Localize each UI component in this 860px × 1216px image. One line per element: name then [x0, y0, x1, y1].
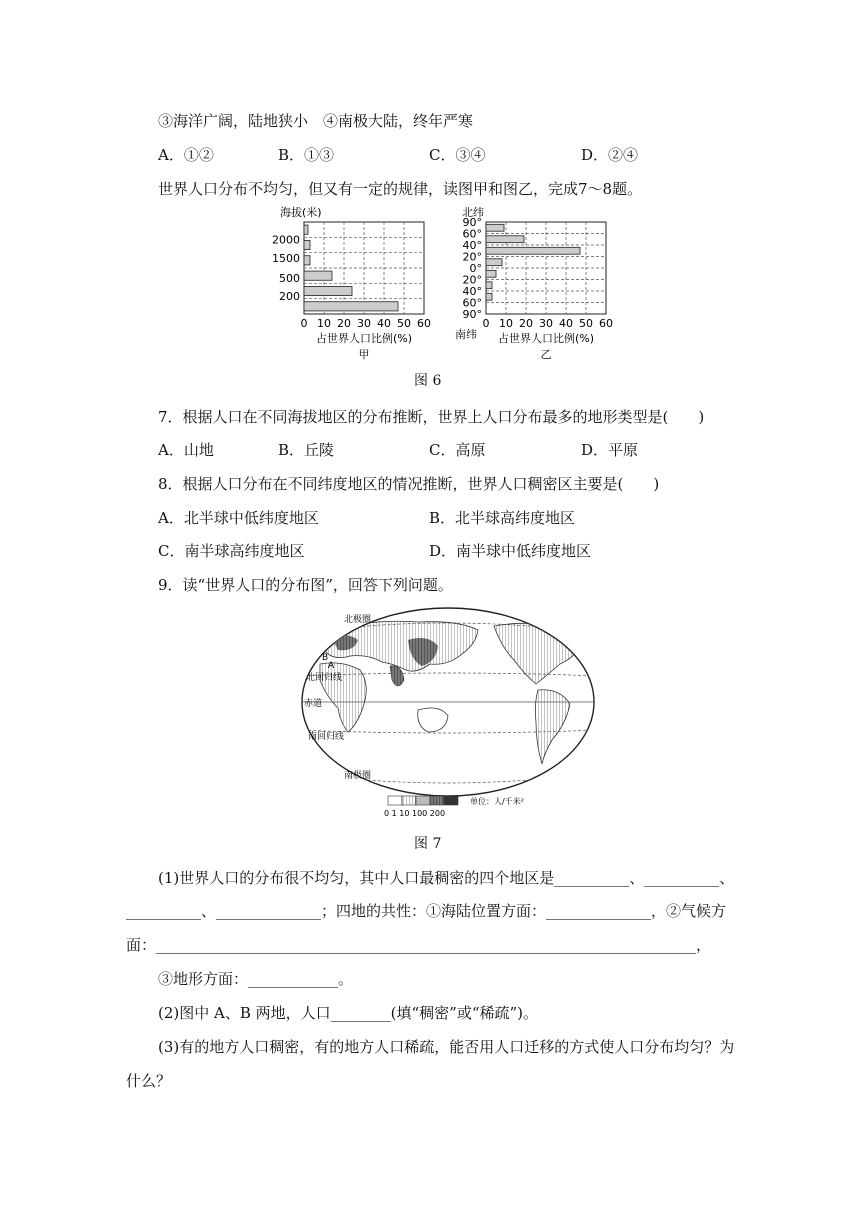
q8-stem: 8．根据人口分布在不同纬度地区的情况推断，世界人口稠密区主要是( ): [158, 475, 660, 493]
chart-jia-xtick: 0: [300, 317, 308, 330]
q8-option-b: B．北半球高纬度地区: [429, 509, 576, 527]
chart-jia-xtick: 20: [337, 317, 351, 330]
chart-jia-axis-title: 海拔(米): [280, 206, 322, 219]
q9-part3-line2: 什么？: [126, 1072, 172, 1090]
q9-part1-line2: __________、______________；四地的共性：①海陆位置方面：______________，②气候方: [126, 902, 727, 920]
q7-option-c: C．高原: [429, 441, 486, 459]
q9-part3-line1: (3)有的地方人口稠密，有的地方人口稀疏，能否用人口迁移的方式使人口分布均匀？为: [158, 1038, 735, 1056]
chart-yi-xlabel: 占世界人口比例(%): [497, 332, 595, 345]
chart-yi-bar: [486, 247, 580, 254]
chart-jia-xtick: 10: [317, 317, 331, 330]
chart-yi-xtick: 40: [559, 317, 573, 330]
chart-yi-bar: [486, 224, 504, 231]
legend-unit: 单位：人/千米²: [470, 797, 524, 806]
q6-option-c: C．③④: [429, 146, 486, 164]
figure-6-charts: [270, 200, 630, 370]
label-b: B: [322, 653, 329, 663]
label-tropic-south: 南回归线: [308, 732, 345, 742]
q6-option-b: B．①③: [278, 146, 335, 164]
q9-stem: 9．读“世界人口的分布图”，回答下列问题。: [158, 576, 453, 594]
chart-yi-xtick: 30: [539, 317, 553, 330]
chart-yi-bar: [486, 236, 524, 243]
chart-jia-xtick: 30: [357, 317, 371, 330]
chart-yi-bar: [486, 270, 496, 277]
q7-option-a: A．山地: [158, 441, 214, 459]
q7-stem: 7．根据人口在不同海拔地区的分布推断，世界上人口分布最多的地形类型是( ): [158, 408, 705, 426]
chart-yi-xtick: 0: [482, 317, 490, 330]
chart-jia-bar: [304, 271, 332, 280]
q8-option-a: A．北半球中低纬度地区: [158, 509, 319, 527]
chart-yi-ytick: 20°: [462, 273, 482, 287]
q7-option-b: B．丘陵: [278, 441, 335, 459]
figure-7-caption: 图 7: [414, 836, 442, 852]
q7-option-d: D．平原: [581, 441, 639, 459]
chart-jia-bar: [304, 286, 352, 295]
q8-option-c: C．南半球高纬度地区: [158, 542, 305, 560]
chart-yi-axis-title-bottom: 南纬: [455, 328, 477, 341]
chart-yi-ytick: 60°: [462, 296, 482, 310]
chart-yi-bar: [486, 293, 492, 300]
chart-jia-ytick: 1500: [272, 251, 300, 265]
chart-jia-xtick: 50: [397, 317, 411, 330]
chart-yi-ytick: 20°: [462, 250, 482, 264]
chart-yi-ytick: 0°: [469, 262, 482, 275]
label-antarctic-circle: 南极圈: [344, 771, 372, 781]
chart-yi-bar: [486, 282, 492, 289]
chart-jia-xtick: 60: [417, 317, 431, 330]
q9-part1-line1: (1)世界人口的分布很不均匀，其中人口最稠密的四个地区是__________、__________、: [158, 869, 735, 887]
map-legend: [384, 796, 524, 818]
label-equator: 赤道: [304, 699, 323, 709]
chart-jia-ytick: 500: [279, 271, 300, 285]
label-arctic-circle: 北极圈: [344, 615, 372, 625]
q6-option-d: D．②④: [581, 146, 639, 164]
q9-part1-line3: 面：________________________________________________________________________，: [126, 936, 712, 954]
legend-ticks: 0 1 10 100 200: [384, 809, 446, 818]
chart-yi-ytick: 40°: [462, 239, 482, 252]
chart-yi-axis-title-top: 北纬: [462, 206, 484, 219]
q6-statement-line: ③海洋广阔，陆地狭小 ④南极大陆，终年严寒: [158, 112, 474, 130]
chart-yi-label: 乙: [540, 348, 552, 361]
chart-yi-xtick: 20: [519, 317, 533, 330]
intro-text: 世界人口分布不均匀，但又有一定的规律，读图甲和图乙，完成7～8题。: [158, 180, 643, 198]
chart-yi-ytick: 40°: [462, 285, 482, 298]
chart-jia-label: 甲: [358, 348, 370, 361]
figure-6-caption: 图 6: [414, 373, 442, 389]
q9-part2: (2)图中 A、B 两地，人口________(填“稠密”或“稀疏”)。: [158, 1004, 539, 1022]
label-a: A: [328, 661, 335, 671]
chart-jia-ytick: 200: [279, 290, 300, 304]
chart-yi-xtick: 50: [579, 317, 593, 330]
chart-jia-bar: [304, 225, 308, 234]
label-tropic-north: 北回归线: [306, 673, 343, 683]
q8-option-d: D．南半球中低纬度地区: [429, 542, 592, 560]
chart-yi-xtick: 60: [599, 317, 613, 330]
chart-jia-xlabel: 占世界人口比例(%): [315, 332, 413, 345]
chart-jia-ytick: 2000: [272, 233, 300, 247]
world-population-map: [298, 604, 598, 824]
chart-jia-bar: [304, 256, 310, 265]
chart-yi-ytick: 90°: [462, 216, 482, 229]
q9-part1-line4: ③地形方面：____________。: [158, 970, 354, 988]
q6-option-a: A．①②: [158, 146, 214, 164]
chart-yi-bar: [486, 259, 502, 266]
chart-yi-xtick: 10: [499, 317, 513, 330]
chart-yi-ytick: 60°: [462, 227, 482, 241]
chart-jia-xtick: 40: [377, 317, 391, 330]
chart-yi-ytick: 90°: [462, 308, 482, 321]
chart-jia-bar: [304, 302, 398, 311]
chart-jia-bar: [304, 240, 310, 249]
